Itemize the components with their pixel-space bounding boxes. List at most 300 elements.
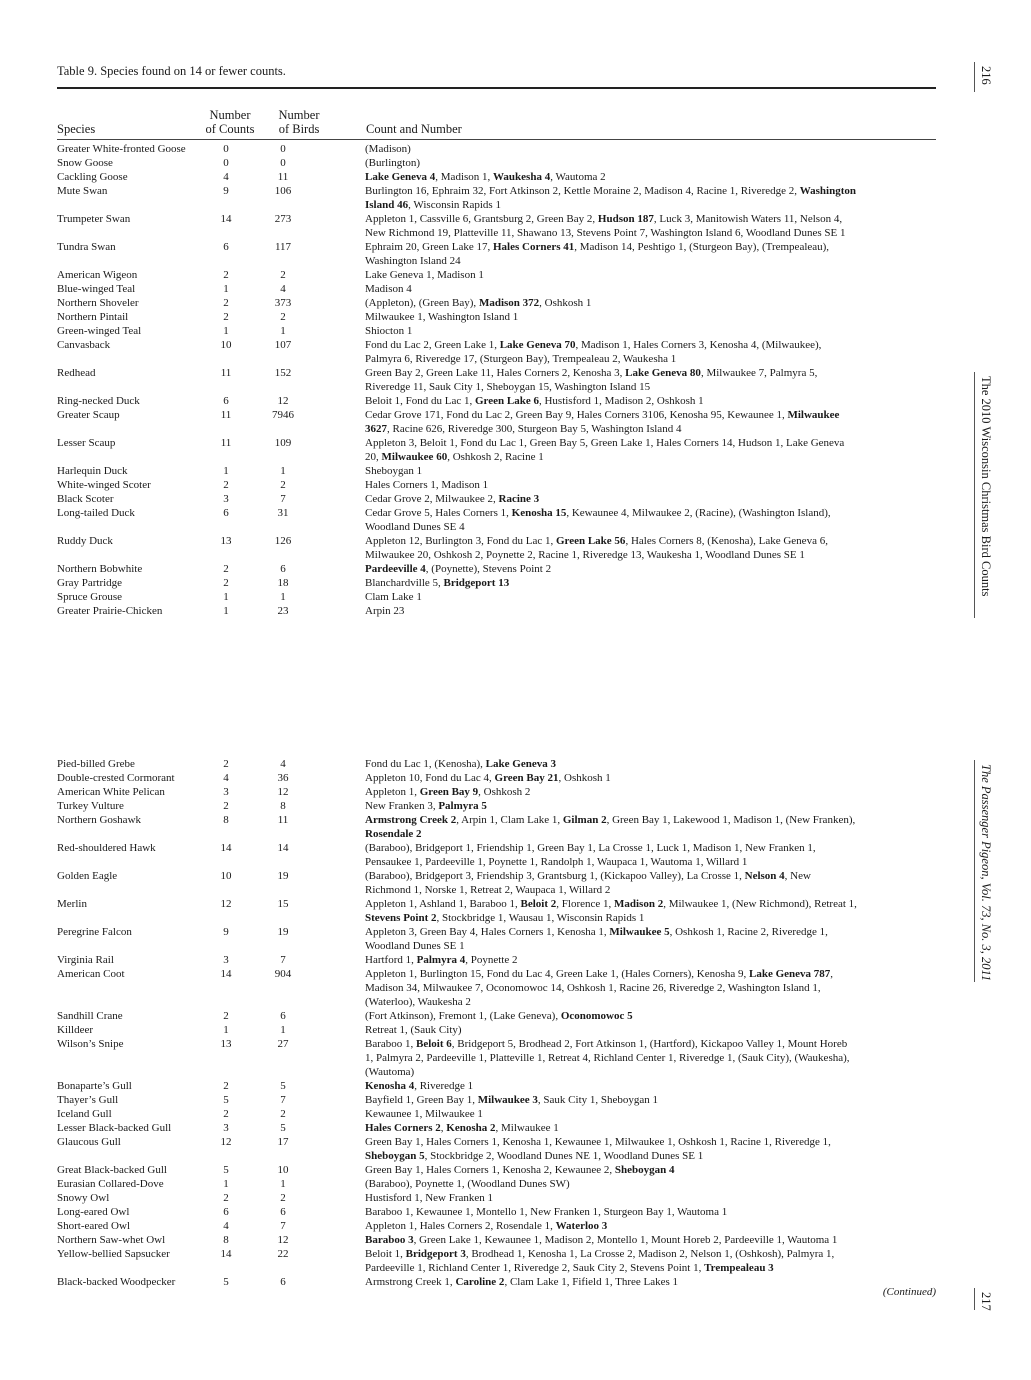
count-locations-line: Cedar Grove 171, Fond du Lac 2, Green Bay 9, Hales Corners 3106, Kenosha 95, Kewaunee 1, Milwaukee — [365, 409, 840, 421]
number-of-counts: 4 — [223, 772, 229, 784]
count-locations-line: Pardeeville 1, Richland Center 1, Riveredge 2, Sauk City 2, Stevens Point 1, Trempealeau 3 — [365, 1262, 774, 1274]
species-name: Greater Scaup — [57, 409, 120, 421]
species-name: Mute Swan — [57, 185, 108, 197]
count-locations-line: (Baraboo), Bridgeport 1, Friendship 1, Green Bay 1, La Crosse 1, Luck 1, Madison 1, New Franken 1, — [365, 842, 816, 854]
species-name: Thayer’s Gull — [57, 1094, 119, 1106]
count-locations-line: Cedar Grove 2, Milwaukee 2, Racine 3 — [365, 493, 540, 505]
number-of-birds: 1 — [280, 325, 286, 337]
species-name: Turkey Vulture — [57, 800, 124, 812]
number-of-birds: 11 — [277, 171, 289, 183]
count-locations — [365, 562, 935, 576]
page-number-216: 216 — [979, 66, 993, 85]
number-of-counts: 4 — [223, 1220, 229, 1232]
number-of-counts: 0 — [223, 157, 229, 169]
count-locations-line: Woodland Dunes SE 1 — [365, 940, 465, 952]
species-name: Green-winged Teal — [57, 325, 142, 337]
table-row — [57, 1177, 937, 1191]
table-row — [57, 562, 937, 576]
count-locations — [365, 953, 935, 967]
number-of-birds: 17 — [277, 1136, 289, 1148]
table-row — [57, 1023, 937, 1037]
count-locations-line: Fond du Lac 1, (Kenosha), Lake Geneva 3 — [365, 758, 556, 770]
count-locations-line: Appleton 1, Green Bay 9, Oshkosh 2 — [365, 786, 531, 798]
count-locations-line: Milwaukee 20, Oshkosh 2, Poynette 2, Racine 1, Riveredge 13, Waukesha 1, Woodland Dunes SE 1 — [365, 549, 805, 561]
count-locations-line: Lake Geneva 4, Madison 1, Waukesha 4, Wautoma 2 — [365, 171, 606, 183]
count-locations-line: Green Bay 1, Hales Corners 1, Kenosha 1, Kewaunee 1, Milwaukee 1, Oshkosh 1, Racine 1, Riveredge 1, — [365, 1136, 831, 1148]
table-row — [57, 240, 937, 268]
species-name: Iceland Gull — [57, 1108, 112, 1120]
number-of-counts: 9 — [223, 926, 229, 938]
count-locations-line: Washington Island 24 — [365, 255, 461, 267]
species-name: Double-crested Cormorant — [57, 772, 175, 784]
number-of-birds: 1 — [280, 465, 286, 477]
count-locations-line: Hales Corners 2, Kenosha 2, Milwaukee 1 — [365, 1122, 559, 1134]
number-of-birds: 0 — [280, 157, 286, 169]
species-name: Sandhill Crane — [57, 1010, 123, 1022]
table-row — [57, 799, 937, 813]
table-row — [57, 1205, 937, 1219]
table-row — [57, 590, 937, 604]
count-locations-line: Shiocton 1 — [365, 325, 413, 337]
number-of-counts: 12 — [220, 898, 232, 910]
number-of-birds: 5 — [280, 1080, 286, 1092]
count-locations — [365, 464, 935, 478]
count-locations-line: Pensaukee 1, Pardeeville 1, Poynette 1, Randolph 1, Waupaca 1, Wautoma 1, Willard 1 — [365, 856, 748, 868]
number-of-counts: 14 — [220, 1248, 232, 1260]
count-locations-line: Arpin 23 — [365, 605, 405, 617]
number-of-counts: 2 — [223, 1108, 229, 1120]
header-rule — [57, 139, 936, 140]
count-locations-line: 3627, Racine 626, Riveredge 300, Sturgeon Bay 5, Washington Island 4 — [365, 423, 682, 435]
count-locations-line: Appleton 1, Cassville 6, Grantsburg 2, Green Bay 2, Hudson 187, Luck 3, Manitowish Waters 11, Nelson 4, — [365, 213, 843, 225]
number-of-birds: 2 — [280, 311, 286, 323]
count-locations — [365, 576, 935, 590]
count-locations-line: Pardeeville 4, (Poynette), Stevens Point 2 — [365, 563, 552, 575]
table-row — [57, 1079, 937, 1093]
number-of-counts: 13 — [220, 535, 232, 547]
number-of-birds: 6 — [280, 1206, 286, 1218]
number-of-counts: 6 — [223, 241, 229, 253]
number-of-counts: 1 — [223, 591, 229, 603]
table-row — [57, 869, 937, 897]
number-of-birds: 117 — [274, 241, 292, 253]
number-of-birds: 126 — [274, 535, 292, 547]
number-of-counts: 14 — [220, 968, 232, 980]
number-of-birds: 7 — [280, 493, 286, 505]
count-locations-line: Riveredge 11, Sauk City 1, Sheboygan 15, Washington Island 15 — [365, 381, 651, 393]
species-name: Lesser Scaup — [57, 437, 116, 449]
count-locations-line: Woodland Dunes SE 4 — [365, 521, 465, 533]
number-of-birds: 5 — [280, 1122, 286, 1134]
number-of-counts: 5 — [223, 1164, 229, 1176]
table-row — [57, 1037, 937, 1079]
count-locations-line: Baraboo 3, Green Lake 1, Kewaunee 1, Madison 2, Montello 1, Mount Horeb 2, Pardeeville 1, Wautoma 1 — [365, 1234, 838, 1246]
number-of-counts: 14 — [220, 213, 232, 225]
species-name: Canvasback — [57, 339, 111, 351]
species-name: Cackling Goose — [57, 171, 128, 183]
number-of-birds: 12 — [277, 1234, 289, 1246]
number-of-counts: 10 — [220, 870, 232, 882]
species-name: American Wigeon — [57, 269, 138, 281]
count-locations-line: Palmyra 6, Riveredge 17, (Sturgeon Bay), Trempealeau 2, Waukesha 1 — [365, 353, 677, 365]
count-locations-line: 20, Milwaukee 60, Oshkosh 2, Racine 1 — [365, 451, 544, 463]
count-locations-line: Lake Geneva 1, Madison 1 — [365, 269, 484, 281]
number-of-birds: 152 — [274, 367, 292, 379]
count-locations-line: Milwaukee 1, Washington Island 1 — [365, 311, 519, 323]
column-header-number-of-birds — [268, 108, 330, 136]
count-locations — [365, 1247, 935, 1275]
species-name: Greater White-fronted Goose — [57, 143, 186, 155]
table-row — [57, 1219, 937, 1233]
table-row — [57, 604, 937, 618]
count-locations — [365, 590, 935, 604]
header-counts-line1: Number — [209, 108, 251, 122]
count-locations — [365, 282, 935, 296]
table-row — [57, 506, 937, 534]
table-row — [57, 1093, 937, 1107]
species-name: Black-backed Woodpecker — [57, 1276, 176, 1288]
number-of-counts: 9 — [223, 185, 229, 197]
count-locations — [365, 366, 935, 394]
number-of-counts: 2 — [223, 1010, 229, 1022]
number-of-birds: 11 — [277, 814, 289, 826]
count-locations-line: Bayfield 1, Green Bay 1, Milwaukee 3, Sauk City 1, Sheboygan 1 — [365, 1094, 659, 1106]
number-of-counts: 3 — [223, 954, 229, 966]
count-locations-line: Appleton 3, Beloit 1, Fond du Lac 1, Green Bay 5, Green Lake 1, Hales Corners 14, Hudson 1, Lake Geneva — [365, 437, 845, 449]
species-name: American White Pelican — [57, 786, 165, 798]
count-locations — [365, 1219, 935, 1233]
table-row — [57, 408, 937, 436]
table-row — [57, 757, 937, 771]
count-locations — [365, 436, 935, 464]
count-locations — [365, 1079, 935, 1093]
number-of-counts: 11 — [220, 437, 232, 449]
column-header-count-and-number: Count and Number — [366, 122, 462, 136]
number-of-counts: 2 — [223, 758, 229, 770]
number-of-birds: 8 — [280, 800, 286, 812]
species-name: White-winged Scoter — [57, 479, 151, 491]
count-locations-line: Rosendale 2 — [365, 828, 422, 840]
count-locations-line: Retreat 1, (Sauk City) — [365, 1024, 462, 1036]
number-of-counts: 5 — [223, 1094, 229, 1106]
count-locations-line: Appleton 1, Burlington 15, Fond du Lac 4, Green Lake 1, (Hales Corners), Kenosha 9, Lake Geneva 787, — [365, 968, 834, 980]
species-name: American Coot — [57, 968, 125, 980]
count-locations — [365, 1135, 935, 1163]
count-locations — [365, 1107, 935, 1121]
count-locations — [365, 240, 935, 268]
table-row — [57, 170, 937, 184]
count-locations-line: Baraboo 1, Kewaunee 1, Montello 1, New Franken 1, Sturgeon Bay 1, Wautoma 1 — [365, 1206, 728, 1218]
number-of-counts: 6 — [223, 1206, 229, 1218]
number-of-birds: 6 — [280, 1276, 286, 1288]
count-locations-line: Blanchardville 5, Bridgeport 13 — [365, 577, 510, 589]
count-locations — [365, 799, 935, 813]
count-locations — [365, 785, 935, 799]
number-of-birds: 18 — [277, 577, 289, 589]
number-of-birds: 15 — [277, 898, 289, 910]
count-locations — [365, 1009, 935, 1023]
number-of-birds: 6 — [280, 1010, 286, 1022]
count-locations — [365, 1121, 935, 1135]
table-row — [57, 1275, 937, 1289]
number-of-counts: 2 — [223, 1080, 229, 1092]
species-name: Blue-winged Teal — [57, 283, 136, 295]
count-locations — [365, 478, 935, 492]
species-name: Northern Bobwhite — [57, 563, 143, 575]
count-locations — [365, 492, 935, 506]
count-locations-line: Madison 34, Milwaukee 7, Oconomowoc 14, Oshkosh 1, Racine 26, Riveredge 2, Washington Island 1, — [365, 982, 821, 994]
species-name: Peregrine Falcon — [57, 926, 132, 938]
caption-rule — [57, 87, 936, 89]
count-locations — [365, 897, 935, 925]
species-name: Bonaparte’s Gull — [57, 1080, 132, 1092]
number-of-birds: 1 — [280, 1178, 286, 1190]
species-name: Long-eared Owl — [57, 1206, 130, 1218]
number-of-birds: 7 — [280, 954, 286, 966]
number-of-birds: 0 — [280, 143, 286, 155]
count-locations — [365, 1233, 935, 1247]
species-name: Red-shouldered Hawk — [57, 842, 156, 854]
count-locations — [365, 841, 935, 869]
number-of-counts: 1 — [223, 1024, 229, 1036]
species-name: Pied-billed Grebe — [57, 758, 135, 770]
table-row — [57, 1247, 937, 1275]
count-locations — [365, 506, 935, 534]
number-of-counts: 8 — [223, 1234, 229, 1246]
count-locations-line: Sheboygan 1 — [365, 465, 423, 477]
count-locations-line: Clam Lake 1 — [365, 591, 422, 603]
number-of-counts: 10 — [220, 339, 232, 351]
number-of-birds: 4 — [280, 283, 286, 295]
species-name: Great Black-backed Gull — [57, 1164, 167, 1176]
count-locations-line: (Appleton), (Green Bay), Madison 372, Oshkosh 1 — [365, 297, 592, 309]
table-row — [57, 478, 937, 492]
species-name: Northern Shoveler — [57, 297, 139, 309]
number-of-counts: 2 — [223, 563, 229, 575]
count-locations-line: Island 46, Wisconsin Rapids 1 — [365, 199, 501, 211]
table-row — [57, 464, 937, 478]
table-row — [57, 771, 937, 785]
species-name: Golden Eagle — [57, 870, 118, 882]
table-row — [57, 338, 937, 366]
species-table-part2 — [57, 757, 937, 1289]
count-locations-line: New Richmond 19, Platteville 11, Shawano 13, Stevens Point 7, Washington Island 6, Woodland Dunes SE 1 — [365, 227, 846, 239]
table-row — [57, 282, 937, 296]
number-of-counts: 1 — [223, 465, 229, 477]
species-name: Greater Prairie-Chicken — [57, 605, 163, 617]
table-row — [57, 576, 937, 590]
count-locations-line: Fond du Lac 2, Green Lake 1, Lake Geneva 70, Madison 1, Hales Corners 3, Kenosha 4, (Milwaukee), — [365, 339, 822, 351]
table-row — [57, 1163, 937, 1177]
count-locations-line: Appleton 1, Hales Corners 2, Rosendale 1, Waterloo 3 — [365, 1220, 608, 1232]
header-birds-line1: Number — [278, 108, 320, 122]
table-row — [57, 142, 937, 156]
count-locations-line: Appleton 12, Burlington 3, Fond du Lac 1, Green Lake 56, Hales Corners 8, (Kenosha), Lake Geneva 6, — [365, 535, 828, 547]
count-locations-line: Kewaunee 1, Milwaukee 1 — [365, 1108, 483, 1120]
species-name: Wilson’s Snipe — [57, 1038, 124, 1050]
table-row — [57, 324, 937, 338]
species-name: Northern Saw-whet Owl — [57, 1234, 166, 1246]
count-locations-line: (Baraboo), Poynette 1, (Woodland Dunes SW) — [365, 1178, 570, 1190]
count-locations-line: (Madison) — [365, 143, 411, 155]
count-locations-line: 1, Palmyra 2, Pardeeville 1, Platteville 1, Retreat 4, Richland Center 1, Riveredge 1, (Sauk City), (Waukesha), — [365, 1052, 850, 1064]
count-locations — [365, 925, 935, 953]
species-name: Harlequin Duck — [57, 465, 128, 477]
species-name: Spruce Grouse — [57, 591, 123, 603]
table-row — [57, 212, 937, 240]
species-name: Long-tailed Duck — [57, 507, 135, 519]
number-of-counts: 2 — [223, 577, 229, 589]
table-row — [57, 953, 937, 967]
count-locations-line: (Waterloo), Waukesha 2 — [365, 996, 471, 1008]
species-name: Tundra Swan — [57, 241, 116, 253]
species-name: Snowy Owl — [57, 1192, 110, 1204]
number-of-counts: 1 — [223, 605, 229, 617]
number-of-birds: 36 — [277, 772, 289, 784]
number-of-birds: 109 — [274, 437, 292, 449]
number-of-birds: 273 — [274, 213, 292, 225]
species-name: Ruddy Duck — [57, 535, 113, 547]
species-name: Snow Goose — [57, 157, 113, 169]
table-row — [57, 967, 937, 1009]
number-of-birds: 2 — [280, 1108, 286, 1120]
number-of-counts: 3 — [223, 1122, 229, 1134]
number-of-counts: 3 — [223, 786, 229, 798]
count-locations — [365, 534, 935, 562]
species-name: Redhead — [57, 367, 96, 379]
number-of-counts: 1 — [223, 283, 229, 295]
number-of-birds: 373 — [274, 297, 292, 309]
number-of-birds: 904 — [274, 968, 292, 980]
species-name: Killdeer — [57, 1024, 94, 1036]
count-locations-line: Green Bay 2, Green Lake 11, Hales Corners 2, Kenosha 3, Lake Geneva 80, Milwaukee 7, Palmyra 5, — [365, 367, 818, 379]
count-locations-line: (Baraboo), Bridgeport 3, Friendship 3, Grantsburg 1, (Kickapoo Valley), La Crosse 1, Nelson 4, New — [365, 870, 811, 882]
table-row — [57, 1121, 937, 1135]
count-locations-line: Beloit 1, Bridgeport 3, Brodhead 1, Kenosha 1, La Crosse 2, Madison 2, Nelson 1, (Oshkosh), Palmyra 1, — [365, 1248, 835, 1260]
table-row — [57, 156, 937, 170]
number-of-birds: 22 — [277, 1248, 289, 1260]
count-locations — [365, 170, 935, 184]
column-header-number-of-counts — [199, 108, 261, 136]
count-locations — [365, 1093, 935, 1107]
number-of-counts: 5 — [223, 1276, 229, 1288]
number-of-counts: 11 — [220, 367, 232, 379]
number-of-birds: 1 — [280, 591, 286, 603]
table-row — [57, 492, 937, 506]
table-row — [57, 268, 937, 282]
count-locations-line: Ephraim 20, Green Lake 17, Hales Corners 41, Madison 14, Peshtigo 1, (Sturgeon Bay), (Trempealeau), — [365, 241, 830, 253]
count-locations — [365, 156, 935, 170]
count-locations-line: Baraboo 1, Beloit 6, Bridgeport 5, Brodhead 2, Fort Atkinson 1, (Hartford), Kickapoo Valley 1, Mount Horeb — [365, 1038, 848, 1050]
species-name: Lesser Black-backed Gull — [57, 1122, 172, 1134]
table-row — [57, 394, 937, 408]
count-locations — [365, 394, 935, 408]
number-of-birds: 19 — [277, 926, 289, 938]
table-row — [57, 1233, 937, 1247]
table-row — [57, 1009, 937, 1023]
number-of-counts: 2 — [223, 297, 229, 309]
header-birds-line2: of Birds — [278, 122, 320, 136]
species-name: Virginia Rail — [57, 954, 114, 966]
number-of-counts: 6 — [223, 395, 229, 407]
count-locations-line: Richmond 1, Norske 1, Retreat 2, Waupaca 1, Willard 2 — [365, 884, 611, 896]
species-table-part1 — [57, 142, 937, 618]
number-of-counts: 8 — [223, 814, 229, 826]
count-locations — [365, 1023, 935, 1037]
number-of-counts: 1 — [223, 325, 229, 337]
table-row — [57, 184, 937, 212]
count-locations-line: Beloit 1, Fond du Lac 1, Green Lake 6, Hustisford 1, Madison 2, Oshkosh 1 — [365, 395, 704, 407]
count-locations-line: Sheboygan 5, Stockbridge 2, Woodland Dunes NE 1, Woodland Dunes SE 1 — [365, 1150, 704, 1162]
number-of-birds: 106 — [274, 185, 292, 197]
count-locations-line: Hustisford 1, New Franken 1 — [365, 1192, 494, 1204]
count-locations — [365, 1163, 935, 1177]
count-locations-line: Hartford 1, Palmyra 4, Poynette 2 — [365, 954, 518, 966]
number-of-counts: 3 — [223, 493, 229, 505]
number-of-birds: 2 — [280, 269, 286, 281]
count-locations — [365, 771, 935, 785]
species-name: Ring-necked Duck — [57, 395, 140, 407]
number-of-counts: 2 — [223, 311, 229, 323]
species-name: Black Scoter — [57, 493, 114, 505]
number-of-birds: 12 — [277, 786, 289, 798]
table-row — [57, 1107, 937, 1121]
running-head-title: The 2010 Wisconsin Christmas Bird Counts — [979, 376, 993, 597]
number-of-birds: 2 — [280, 479, 286, 491]
number-of-counts: 0 — [223, 143, 229, 155]
number-of-counts: 13 — [220, 1038, 232, 1050]
count-locations-line: Appleton 1, Ashland 1, Baraboo 1, Beloit 2, Florence 1, Madison 2, Milwaukee 1, (New Richmond), Retreat 1, — [365, 898, 857, 910]
number-of-counts: 1 — [223, 1178, 229, 1190]
number-of-counts: 14 — [220, 842, 232, 854]
count-locations-line: Hales Corners 1, Madison 1 — [365, 479, 489, 491]
count-locations-line: Armstrong Creek 1, Caroline 2, Clam Lake 1, Fifield 1, Three Lakes 1 — [365, 1276, 679, 1288]
table-row — [57, 366, 937, 394]
species-name: Eurasian Collared-Dove — [57, 1178, 164, 1190]
species-name: Trumpeter Swan — [57, 213, 131, 225]
number-of-birds: 14 — [277, 842, 289, 854]
number-of-birds: 4 — [280, 758, 286, 770]
number-of-birds: 7 — [280, 1094, 286, 1106]
number-of-birds: 7 — [280, 1220, 286, 1232]
species-name: Glaucous Gull — [57, 1136, 121, 1148]
count-locations-line: (Fort Atkinson), Fremont 1, (Lake Geneva), Oconomowoc 5 — [365, 1010, 633, 1022]
table-caption: Table 9. Species found on 14 or fewer counts. — [57, 64, 286, 78]
count-locations — [365, 1275, 935, 1289]
page-number-217: 217 — [979, 1292, 993, 1311]
count-locations-line: Burlington 16, Ephraim 32, Fort Atkinson 2, Kettle Moraine 2, Madison 4, Racine 1, Riveredge 2, Washington — [365, 185, 856, 197]
number-of-birds: 23 — [277, 605, 289, 617]
number-of-counts: 2 — [223, 479, 229, 491]
count-locations — [365, 1191, 935, 1205]
count-locations-line: Madison 4 — [365, 283, 412, 295]
count-locations — [365, 813, 935, 841]
count-locations-line: Stevens Point 2, Stockbridge 1, Wausau 1, Wisconsin Rapids 1 — [365, 912, 645, 924]
table-row — [57, 925, 937, 953]
species-name: Northern Pintail — [57, 311, 129, 323]
continued-note: (Continued) — [882, 1286, 936, 1298]
count-locations — [365, 184, 935, 212]
count-locations-line: Appleton 3, Green Bay 4, Hales Corners 1, Kenosha 1, Milwaukee 5, Oshkosh 1, Racine 2, Riveredge 1, — [365, 926, 828, 938]
table-row — [57, 436, 937, 464]
column-header-species: Species — [57, 122, 96, 136]
number-of-birds: 19 — [277, 870, 289, 882]
count-locations — [365, 757, 935, 771]
number-of-counts: 4 — [223, 171, 229, 183]
number-of-birds: 1 — [280, 1024, 286, 1036]
species-name: Northern Goshawk — [57, 814, 142, 826]
number-of-birds: 2 — [280, 1192, 286, 1204]
